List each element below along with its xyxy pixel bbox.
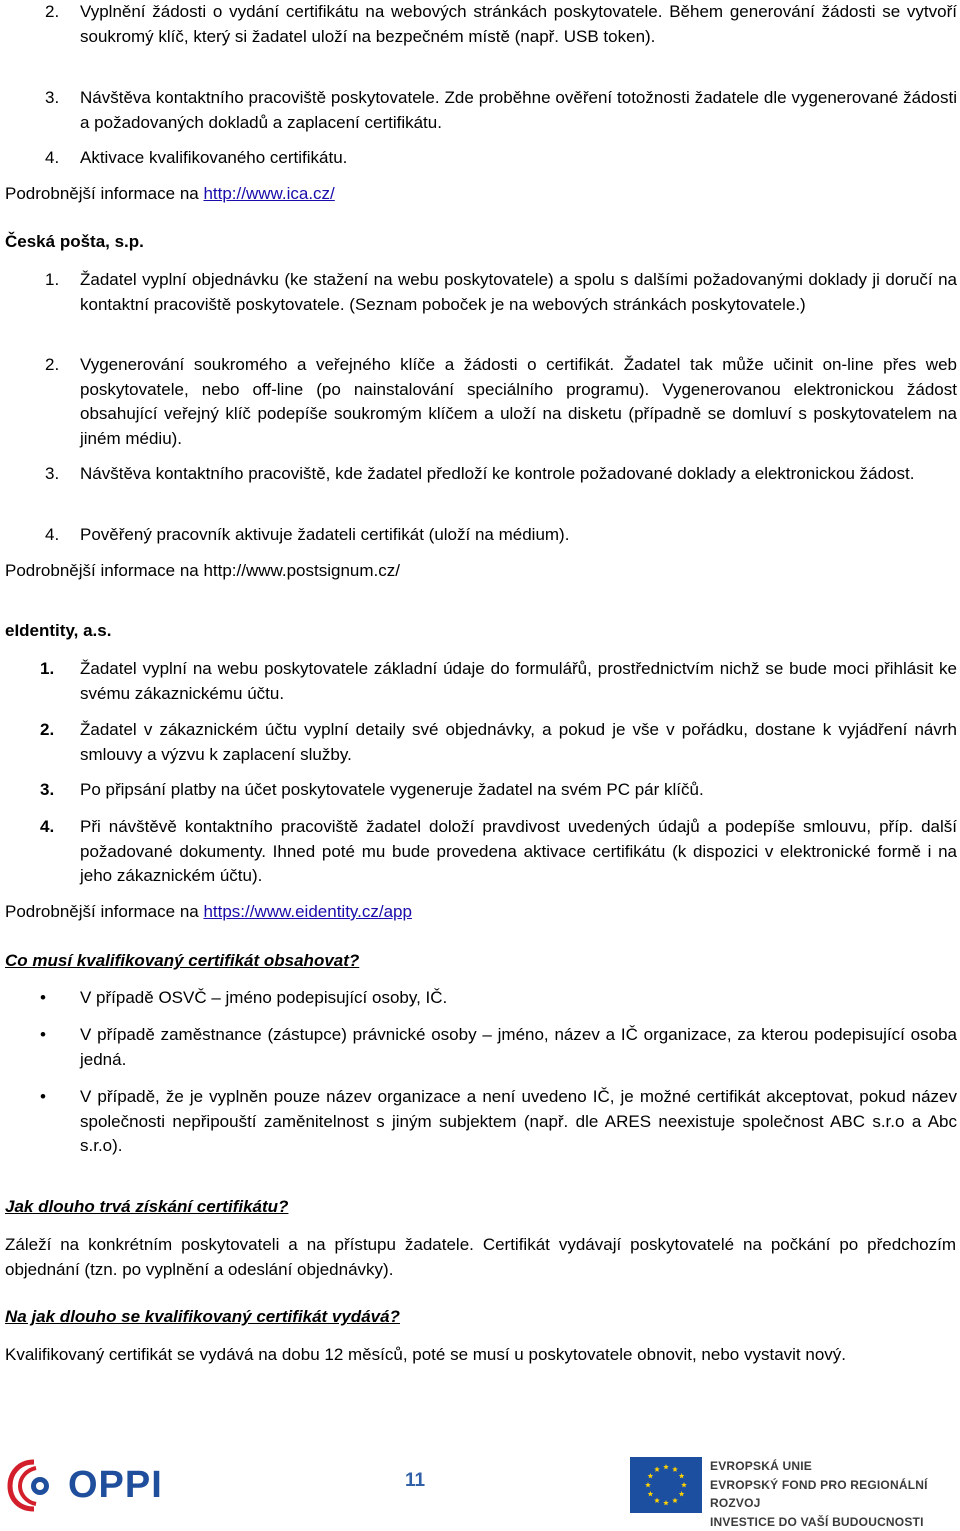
list-text: Vygenerování soukromého a veřejného klíče a žádosti o certifikát. Žadatel tak může učinit on-line přes web poskytovatele, nebo off-line (po nainstalování speciálního programu). Vygenerovanou elektronickou žádost obsahující veřejný klíč podepíše soukromým klíčem a uloží na disketu (případně se domluví s poskytovatelem na jiném médiu). [80,353,957,451]
bullet-text: V případě OSVČ – jméno podepisující osoby, IČ. [80,986,957,1011]
list-number: 4. [40,815,78,840]
list-number: 1. [45,268,77,293]
more-info-ica [5,182,956,207]
list-item [45,86,957,135]
list-text: Žadatel v zákaznickém účtu vyplní detaily své objednávky, a pokud je vše v pořádku, dostane k vyjádření návrh smlouvy a výzvu k zaplacení služby. [80,718,957,767]
bullet-item [40,1085,957,1159]
bullet-icon: • [40,1023,60,1048]
duration-text: Záleží na konkrétním poskytovateli a na přístupu žadatele. Certifikát vydávají poskytovatelé na počkání po předchozím objednání (tzn. po vyplnění a odeslání objednávky). [5,1233,956,1282]
list-text: Aktivace kvalifikovaného certifikátu. [80,146,957,171]
eidentity-link[interactable]: https://www.eidentity.cz/app [203,902,412,921]
list-number: 2. [40,718,78,743]
eu-line: EVROPSKÁ UNIE [710,1457,955,1476]
list-number: 4. [45,146,77,171]
section-heading-duration: Jak dlouho trvá získání certifikátu? [5,1195,956,1220]
list-item [45,268,957,317]
bullet-item [40,986,957,1011]
list-number: 3. [40,778,78,803]
list-text: Žadatel vyplní objednávku (ke stažení na webu poskytovatele) a spolu s dalšími požadovanými doklady ji doručí na kontaktní pracoviště poskytovatele. (Seznam poboček je na webových stránkách poskytovatele.) [80,268,957,317]
list-number: 1. [40,657,78,682]
ica-link[interactable]: http://www.ica.cz/ [203,184,334,203]
eu-logo [630,1455,955,1517]
list-number: 2. [45,0,77,25]
more-info-prefix: Podrobnější informace na [5,184,203,203]
list-text: Po připsání platby na účet poskytovatele vygeneruje žadatel na svém PC pár klíčů. [80,778,957,803]
list-item [45,523,957,548]
list-text: Pověřený pracovník aktivuje žadateli certifikát (uloží na médium). [80,523,957,548]
list-item [40,815,957,889]
list-item [45,353,957,451]
list-text: Návštěva kontaktního pracoviště poskytovatele. Zde proběhne ověření totožnosti žadatele dle vygenerované žádosti a požadovaných dokladů a zaplacení certifikátu. [80,86,957,135]
eu-line: EVROPSKÝ FOND PRO REGIONÁLNÍ ROZVOJ [710,1476,955,1513]
bullet-icon: • [40,986,60,1011]
list-item [45,146,957,171]
list-item [40,657,957,706]
list-item [40,778,957,803]
section-heading-contents: Co musí kvalifikovaný certifikát obsahovat? [5,949,956,974]
list-number: 2. [45,353,77,378]
list-item [45,0,957,49]
bullet-icon: • [40,1085,60,1110]
oppi-logo-text: OPPI [68,1464,163,1507]
validity-text: Kvalifikovaný certifikát se vydává na dobu 12 měsíců, poté se musí u poskytovatele obnovit, nebo vystavit nový. [5,1343,956,1368]
list-text: Při návštěvě kontaktního pracoviště žadatel doloží pravdivost uvedených údajů a podepíše smlouvu, příp. další požadované dokumenty. Ihned poté mu bude provedena aktivace certifikátu (k dispozici v elektronické formě i na jeho zákaznickém účtu). [80,815,957,889]
list-item [45,462,957,487]
more-info-posta: Podrobnější informace na http://www.postsignum.cz/ [5,559,956,584]
oppi-emblem-icon [6,1458,64,1513]
list-number: 4. [45,523,77,548]
list-number: 3. [45,462,77,487]
more-info-eidentity [5,900,956,925]
section-heading-validity: Na jak dlouho se kvalifikovaný certifikát vydává? [5,1305,956,1330]
section-heading-eidentity: eIdentity, a.s. [5,619,956,644]
list-text: Návštěva kontaktního pracoviště, kde žadatel předloží ke kontrole požadované doklady a elektronickou žádost. [80,462,957,487]
page-number: 11 [400,1470,430,1492]
oppi-logo [6,1458,176,1513]
more-info-prefix: Podrobnější informace na [5,902,203,921]
eu-text-block [710,1457,955,1531]
list-number: 3. [45,86,77,111]
list-text: Vyplnění žádosti o vydání certifikátu na webových stránkách poskytovatele. Během generování žádosti se vytvoří soukromý klíč, který si žadatel uloží na bezpečném místě (např. USB token). [80,0,957,49]
list-text: Žadatel vyplní na webu poskytovatele základní údaje do formulářů, prostřednictvím nichž se bude moci přihlásit ke svému zákaznickému účtu. [80,657,957,706]
bullet-text: V případě zaměstnance (zástupce) právnické osoby – jméno, název a IČ organizace, za kterou podepisující osoba jedná. [80,1023,957,1072]
section-heading-posta: Česká pošta, s.p. [5,230,956,255]
bullet-text: V případě, že je vyplněn pouze název organizace a není uvedeno IČ, je možné certifikát akceptovat, pokud název společnosti nepřipouští zaměnitelnost s jiným subjektem (např. dle ARES neexistuje společnost ABC s.r.o a Abc s.r.o). [80,1085,957,1159]
list-item [40,718,957,767]
bullet-item [40,1023,957,1072]
eu-flag-icon [630,1457,702,1513]
eu-line: INVESTICE DO VAŠÍ BUDOUCNOSTI [710,1513,955,1531]
